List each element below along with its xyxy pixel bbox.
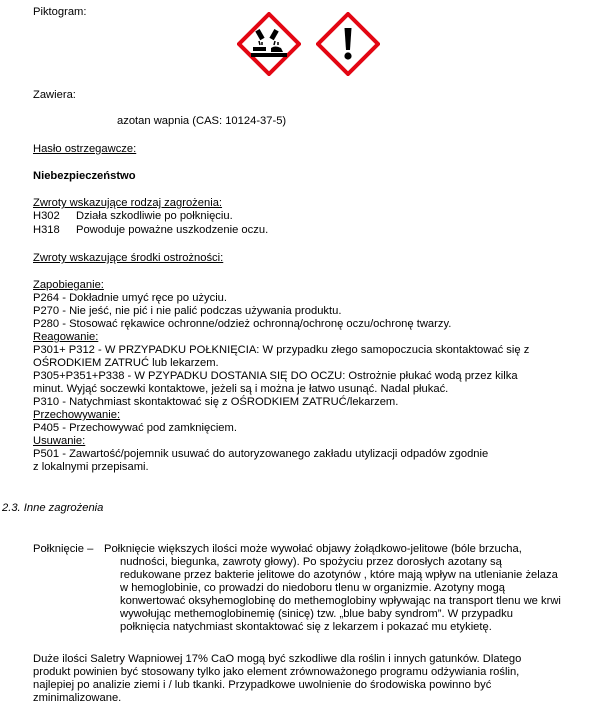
pictogram-label: Piktogram:	[33, 6, 87, 18]
precaution-line: P270 - Nie jeść, nie pić i nie palić podczas używania produktu.	[33, 305, 342, 317]
precaution-heading: Zwroty wskazujące środki ostrożności:	[33, 252, 224, 264]
precaution-line: P405 - Przechowywać pod zamknięciem.	[33, 422, 237, 434]
paragraph-line: konwertować oksyhemoglobinę do methemoglobiny wpływając na transport tlenu we krwi	[120, 595, 561, 607]
precaution-line: minut. Wyjąć soczewki kontaktowe, jeżeli są i można je łatwo usunąć. Nadal płukać.	[33, 383, 449, 395]
precaution-line: P301+ P312 - W PRZYPADKU POŁKNIĘCIA: W przypadku złego samopoczucia skontaktować się z	[33, 344, 530, 356]
precaution-line: z lokalnymi przepisami.	[33, 461, 149, 473]
precaution-line: P305+P351+P338 - W PZYPADKU DOSTANIA SIĘ DO OCZU: Ostrożnie płukać wodą przez kilka	[33, 370, 518, 382]
section-title: 2.3. Inne zagrożenia	[2, 502, 104, 514]
exclamation-pictogram	[316, 12, 380, 76]
hazard-code: H318	[33, 224, 60, 236]
large-amounts-paragraph	[33, 653, 573, 705]
paragraph-line: zminimalizowane.	[33, 692, 122, 704]
precaution-line: P280 - Stosować rękawice ochronne/odzież ochronną/ochronę oczu/ochronę twarzy.	[33, 318, 452, 330]
substance-name: azotan wapnia (CAS: 10124-37-5)	[117, 115, 287, 127]
paragraph-line: produkt powinien być stosowany tylko jako element zrównoważonego programu odżywiania roślin,	[33, 666, 520, 678]
signal-word: Niebezpieczeństwo	[33, 170, 136, 182]
paragraph-line: redukowane przez bakterie jelitowe do azotynów , które mają wpływ na utlenianie żelaza	[120, 569, 558, 581]
precaution-line: P310 - Natychmiast skontaktować się z OŚRODKIEM ZATRUĆ/lekarzem.	[33, 396, 399, 408]
swallow-label: Połknięcie –	[33, 543, 94, 555]
paragraph-line: nudności, biegunka, zawroty głowy). Po spożyciu przez dorosłych azotany są	[120, 556, 502, 568]
swallow-paragraph	[102, 543, 570, 634]
precaution-line: P264 - Dokładnie umyć ręce po użyciu.	[33, 292, 228, 304]
hazard-text: Powoduje poważne uszkodzenie oczu.	[76, 224, 269, 236]
precaution-block	[33, 279, 571, 474]
contains-label: Zawiera:	[33, 89, 76, 101]
precaution-line: P501 - Zawartość/pojemnik usuwać do autoryzowanego zakładu utylizacji odpadów zgodnie	[33, 448, 489, 460]
paragraph-line: Połknięcie większych ilości może wywołać objawy żołądkowo-jelitowe (bóle brzucha,	[104, 543, 522, 555]
disposal-heading: Usuwanie:	[33, 435, 86, 447]
paragraph-line: w hemoglobinie, co prowadzi do niedoboru tlenu w organizmie. Azotyny mogą	[120, 582, 505, 594]
response-heading: Reagowanie:	[33, 331, 99, 343]
paragraph-line: Duże ilości Saletry Wapniowej 17% CaO mogą być szkodliwe dla roślin i innych gatunków. Dlatego	[33, 653, 522, 665]
signal-word-label: Hasło ostrzegawcze:	[33, 143, 137, 155]
storage-heading: Przechowywanie:	[33, 409, 121, 421]
paragraph-line: najlepiej po analizie ziemi i / lub tkanki. Przypadkowe uwolnienie do środowiska powinno być	[33, 679, 492, 691]
hazard-text: Działa szkodliwie po połknięciu.	[76, 210, 233, 222]
hazard-heading: Zwroty wskazujące rodzaj zagrożenia:	[33, 197, 223, 209]
hazard-code: H302	[33, 210, 60, 222]
corrosion-pictogram	[237, 12, 301, 76]
prevention-heading: Zapobieganie:	[33, 279, 104, 291]
precaution-line: OŚRODKIEM ZATRUĆ lub lekarzem.	[33, 357, 219, 369]
paragraph-line: połknięcia natychmiast skontaktować się z lekarzem i pokazać mu etykietę.	[120, 621, 492, 633]
paragraph-line: wywołując methemoglobinemię (sinicę) tzw. „blue baby syndrom”. W przypadku	[120, 608, 513, 620]
